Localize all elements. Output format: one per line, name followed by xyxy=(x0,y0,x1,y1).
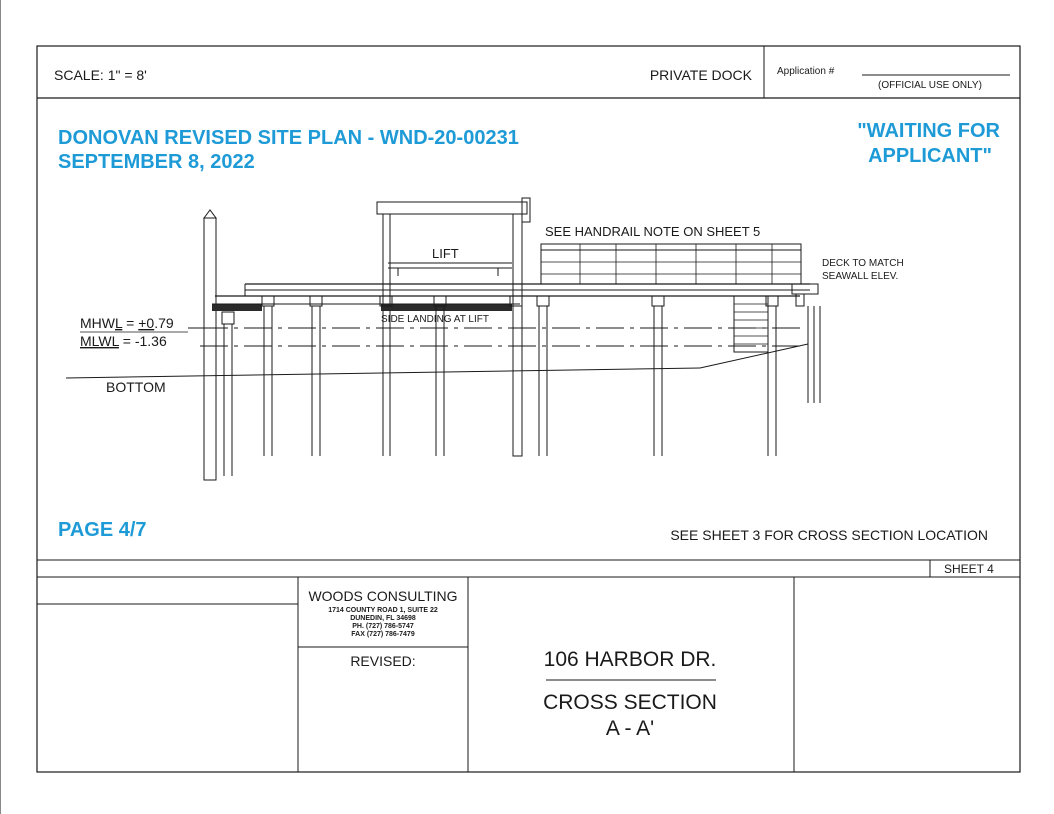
lift-label: LIFT xyxy=(432,246,459,261)
status-line-2: APPLICANT" xyxy=(868,145,992,167)
sheet-number: SHEET 4 xyxy=(944,562,994,576)
revision-title: DONOVAN REVISED SITE PLAN - WND-20-00231 xyxy=(58,127,519,149)
page-number: PAGE 4/7 xyxy=(58,519,147,541)
boat-lift xyxy=(377,198,530,456)
firm-phone: PH. (727) 786-5747 xyxy=(352,623,414,630)
project-address: 106 HARBOR DR. xyxy=(543,648,717,671)
side-landing-label: SIDE LANDING AT LIFT xyxy=(381,314,489,325)
water-level-labels xyxy=(80,315,200,395)
scale-label: SCALE: 1" = 8' xyxy=(54,67,147,83)
application-number-label: Application # xyxy=(777,66,835,77)
drawing-reference: A - A' xyxy=(605,717,655,740)
handrail-note: SEE HANDRAIL NOTE ON SHEET 5 xyxy=(545,224,761,239)
deck xyxy=(212,284,818,325)
deck-note-1: DECK TO MATCH xyxy=(822,258,904,269)
deck-note-2: SEAWALL ELEV. xyxy=(822,271,899,282)
revised-label: REVISED: xyxy=(350,653,416,669)
status-line-1: "WAITING FOR xyxy=(857,120,1000,142)
firm-address-1: 1714 COUNTY ROAD 1, SUITE 22 xyxy=(328,607,438,614)
official-use-label: (OFFICIAL USE ONLY) xyxy=(878,80,982,91)
water-lines xyxy=(66,328,808,378)
cross-section-location-note: SEE SHEET 3 FOR CROSS SECTION LOCATION xyxy=(670,527,988,543)
drawing-title: CROSS SECTION xyxy=(543,691,717,714)
dock-cross-section xyxy=(66,198,988,543)
firm-name: WOODS CONSULTING xyxy=(308,588,458,604)
revision-stamp xyxy=(58,120,1001,541)
mlwl-label: MLWL = -1.36 xyxy=(80,333,167,349)
project-type-label: PRIVATE DOCK xyxy=(649,67,752,83)
revision-date: SEPTEMBER 8, 2022 xyxy=(58,151,255,173)
handrail xyxy=(541,224,801,284)
bottom-label: BOTTOM xyxy=(106,379,166,395)
top-title-block xyxy=(37,46,1020,98)
mhwl-label: MHWL = +0.79 xyxy=(80,315,174,331)
bottom-title-block xyxy=(37,560,1020,772)
firm-address-2: DUNEDIN, FL 34698 xyxy=(350,615,416,622)
seawall-cap xyxy=(792,284,818,294)
stairs xyxy=(734,296,768,352)
left-landing-deck xyxy=(212,304,262,311)
firm-fax: FAX (727) 786-7479 xyxy=(351,631,415,638)
mooring-pile xyxy=(204,210,216,480)
